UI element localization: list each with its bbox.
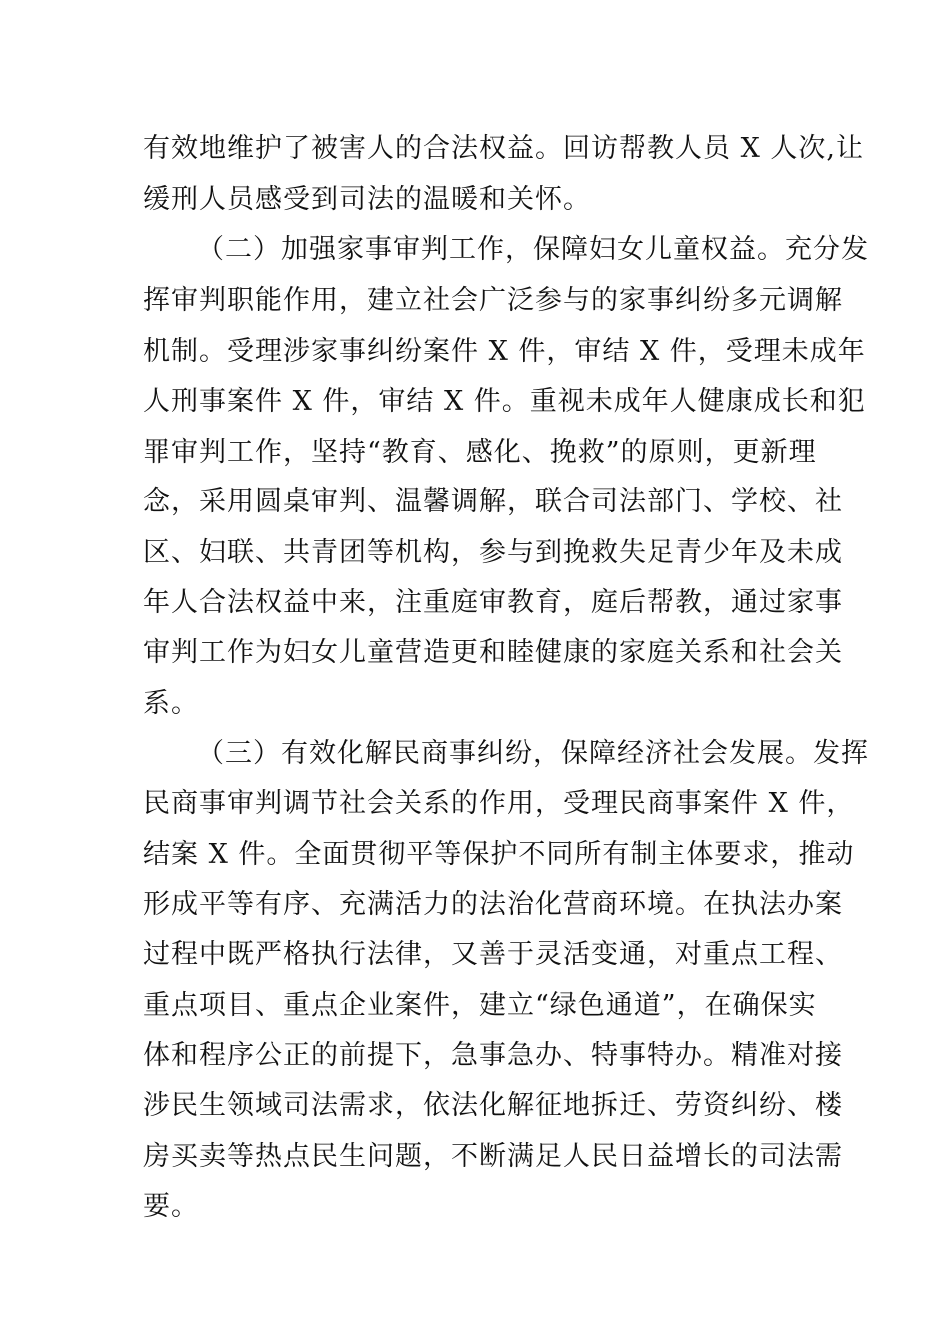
paragraph-heading-2: （二）加强家事审判工作，保障妇女儿童权益。充分发 (197, 234, 869, 265)
text-line: 有效地维护了被害人的合法权益。回访帮教人员 X 人次,让 (143, 133, 864, 164)
text-line: 重点项目、重点企业案件，建立“绿色通道”，在确保实 (143, 990, 817, 1021)
text-line: 罪审判工作，坚持“教育、感化、挽救”的原则，更新理 (143, 437, 817, 468)
text-line: 年人合法权益中来，注重庭审教育，庭后帮教，通过家事 (143, 587, 843, 618)
text-line: 系。 (143, 688, 199, 719)
text-line: 缓刑人员感受到司法的温暖和关怀。 (143, 184, 591, 215)
text-line: 体和程序公正的前提下，急事急办、特事特办。精准对接 (143, 1040, 843, 1071)
text-line: 过程中既严格执行法律，又善于灵活变通，对重点工程、 (143, 939, 843, 970)
text-line: 机制。受理涉家事纠纷案件 X 件，审结 X 件，受理未成年 (143, 336, 866, 367)
text-line: 区、妇联、共青团等机构，参与到挽救失足青少年及未成 (143, 537, 843, 568)
text-line: 要。 (143, 1191, 199, 1222)
text-line: 结案 X 件。全面贯彻平等保护不同所有制主体要求，推动 (143, 839, 855, 870)
text-line: 形成平等有序、充满活力的法治化营商环境。在执法办案 (143, 889, 843, 920)
text-line: 审判工作为妇女儿童营造更和睦健康的家庭关系和社会关 (143, 637, 843, 668)
paragraph-heading-3: （三）有效化解民商事纠纷，保障经济社会发展。发挥 (197, 738, 869, 769)
text-line: 挥审判职能作用，建立社会广泛参与的家事纠纷多元调解 (143, 285, 843, 316)
text-line: 民商事审判调节社会关系的作用，受理民商事案件 X 件， (143, 788, 855, 819)
text-line: 涉民生领域司法需求，依法化解征地拆迁、劳资纠纷、楼 (143, 1090, 843, 1121)
text-line: 念，采用圆桌审判、温馨调解，联合司法部门、学校、社 (143, 486, 843, 517)
text-line: 房买卖等热点民生问题，不断满足人民日益增长的司法需 (143, 1141, 843, 1172)
text-line: 人刑事案件 X 件，审结 X 件。重视未成年人健康成长和犯 (143, 386, 866, 417)
